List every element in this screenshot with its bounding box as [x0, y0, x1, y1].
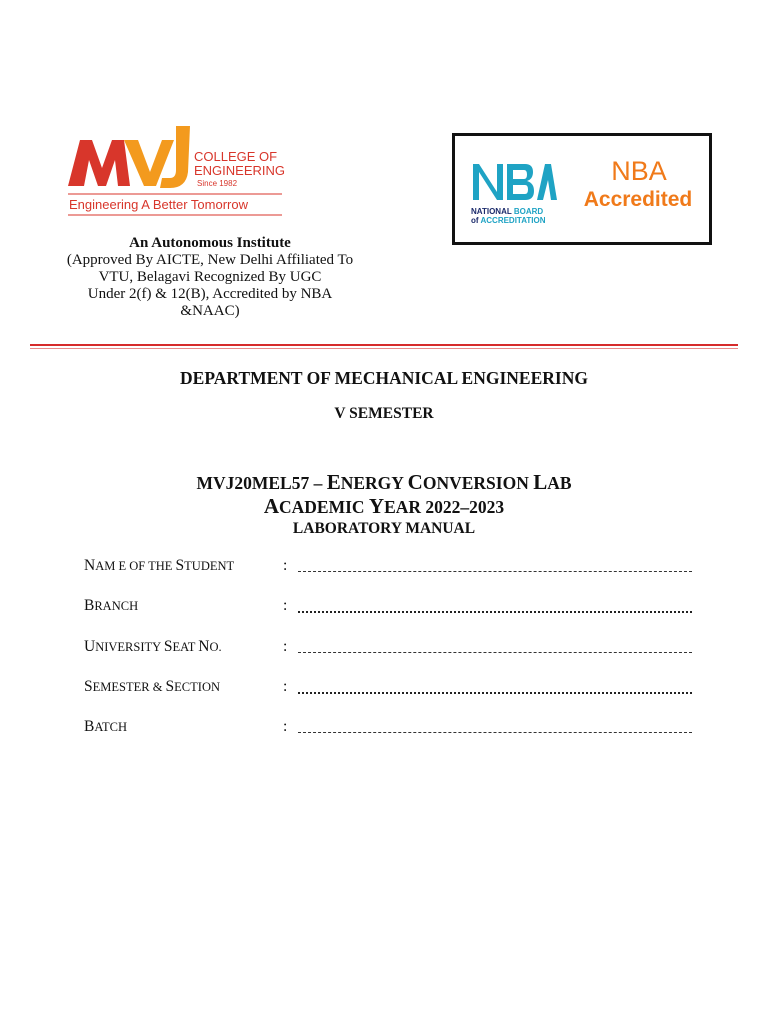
ay-cap: Y	[368, 494, 385, 518]
nba-accredited-logo	[452, 133, 712, 245]
course-code: MVJ20MEL57 –	[196, 473, 327, 493]
nba-accredited-label: Accredited	[583, 188, 693, 211]
college-line1: COLLEGE OF	[194, 149, 278, 164]
ay-cap: A	[263, 494, 279, 518]
department-title: DEPARTMENT OF MECHANICAL ENGINEERING	[180, 368, 588, 388]
field-semester-section	[84, 678, 704, 700]
field-colon: :	[283, 557, 288, 574]
institute-line: VTU, Belagavi Recognized By UGC	[98, 269, 322, 285]
course-word-cap: E	[326, 470, 341, 494]
since-label: Since 1982	[197, 179, 238, 188]
course-word-rest: NERGY	[340, 473, 408, 493]
academic-year	[0, 494, 768, 519]
student-name-line[interactable]	[298, 571, 692, 572]
course-word-rest: ONVERSION	[422, 473, 534, 493]
field-student-name	[84, 557, 704, 579]
ay-rest: EAR	[384, 497, 426, 517]
nba-mark-icon	[471, 162, 557, 202]
institute-info	[40, 235, 380, 320]
field-colon: :	[283, 597, 288, 614]
field-label: UNIVERSITY SEAT NO.	[84, 638, 222, 655]
nba-board-national: NATIONAL	[471, 207, 514, 216]
field-batch	[84, 718, 704, 740]
field-label: BRANCH	[84, 597, 139, 614]
branch-line[interactable]	[298, 611, 692, 613]
ay-years: 2022–2023	[425, 497, 505, 517]
course-word-rest: AB	[547, 473, 572, 493]
semester-title: V SEMESTER	[334, 405, 434, 422]
seat-no-line[interactable]	[298, 652, 692, 653]
nba-board-name	[471, 207, 567, 225]
course-title	[0, 470, 768, 495]
header-divider-thin	[30, 348, 738, 349]
field-branch	[84, 597, 704, 619]
course-word-cap: C	[407, 470, 423, 494]
field-colon: :	[283, 638, 288, 655]
nba-board-board: BOARD	[513, 207, 544, 216]
college-line2: ENGINEERING	[194, 163, 286, 178]
field-label: BATCH	[84, 718, 127, 735]
mvj-college-logo	[66, 122, 288, 218]
field-label: NAM E OF THE STUDENT	[84, 557, 235, 574]
ay-rest: CADEMIC	[278, 497, 369, 517]
field-colon: :	[283, 718, 288, 735]
manual-title: LABORATORY MANUAL	[292, 520, 476, 537]
field-seat-no	[84, 638, 704, 660]
institute-line: (Approved By AICTE, New Delhi Affiliated To	[66, 252, 354, 268]
autonomous-heading: An Autonomous Institute	[129, 235, 291, 251]
institute-line: &NAAC)	[180, 303, 240, 319]
header-divider	[30, 344, 738, 346]
nba-title: NBA	[611, 156, 667, 186]
semester-section-line[interactable]	[298, 692, 692, 694]
logo-tagline: Engineering A Better Tomorrow	[69, 197, 248, 212]
nba-board-of: of	[471, 216, 481, 225]
batch-line[interactable]	[298, 732, 692, 733]
institute-line: Under 2(f) & 12(B), Accredited by NBA	[87, 286, 333, 302]
field-label: SEMESTER & SECTION	[84, 678, 220, 695]
course-word-cap: L	[533, 470, 548, 494]
field-colon: :	[283, 678, 288, 695]
nba-board-accreditation: ACCREDITATION	[480, 216, 546, 225]
